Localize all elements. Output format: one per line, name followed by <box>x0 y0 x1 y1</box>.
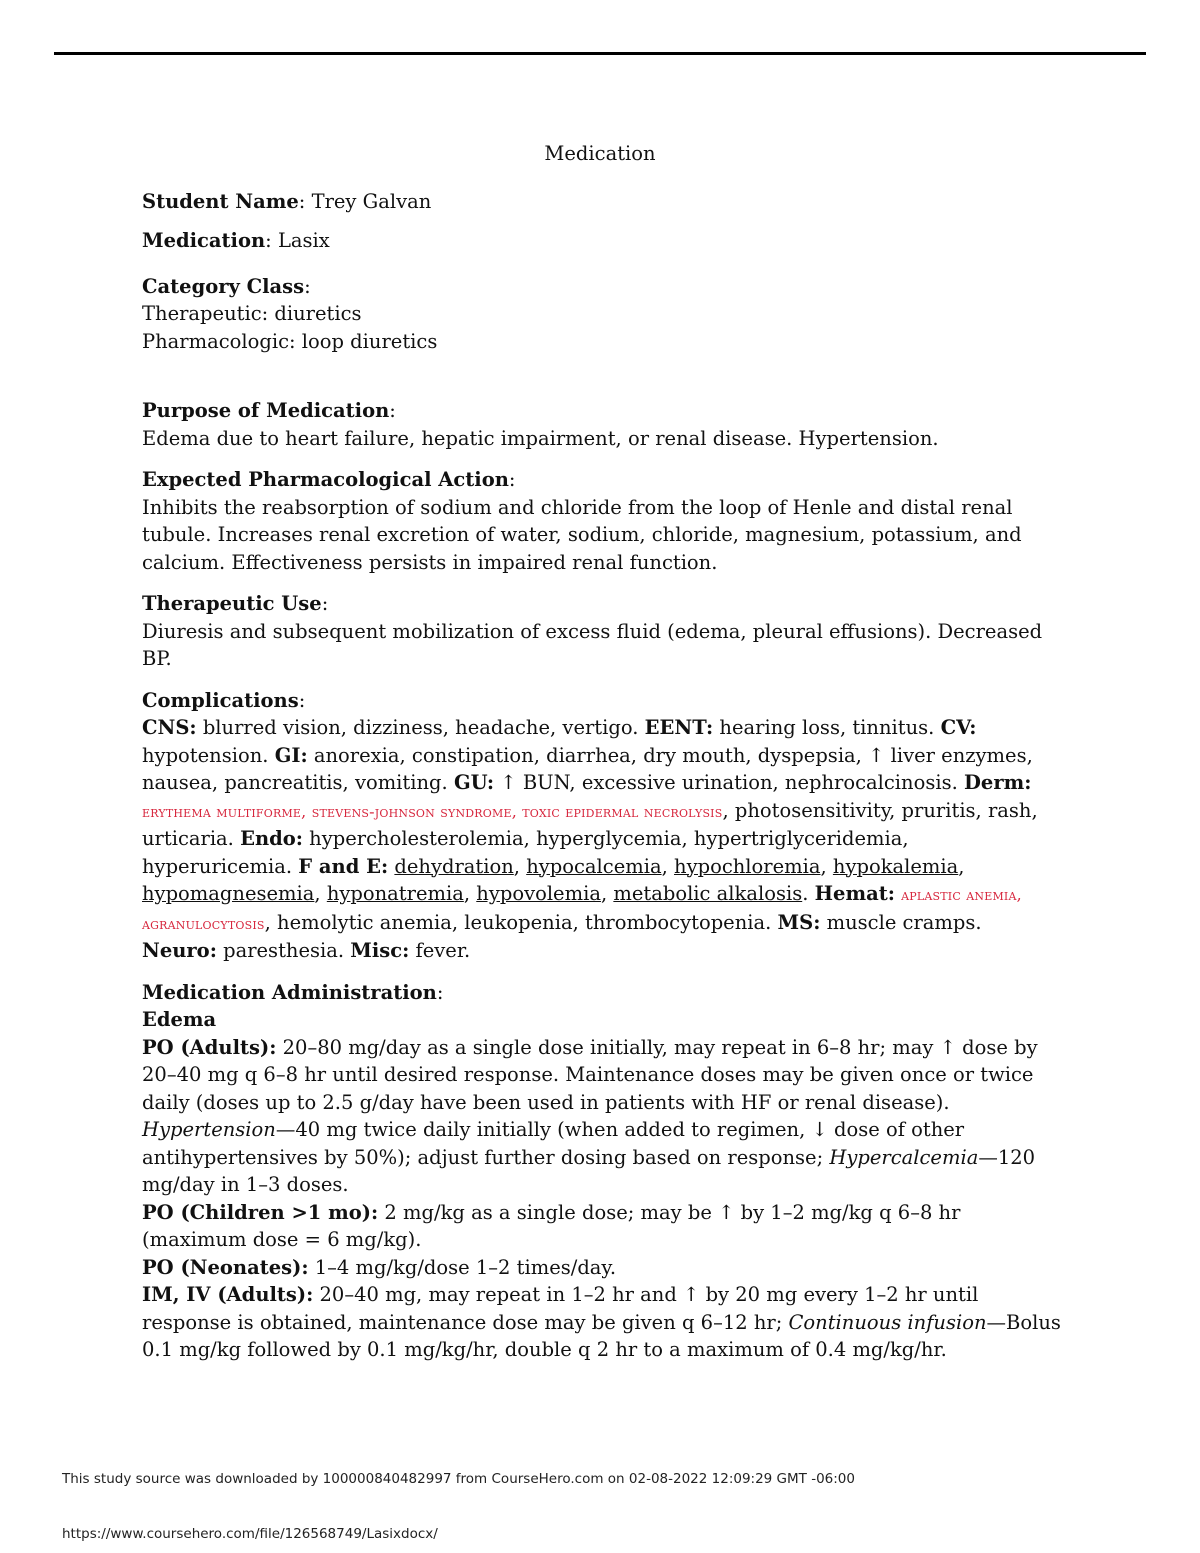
download-notice: This study source was downloaded by 100000840482997 from CourseHero.com on 02-08-2022 12:09:29 GMT -06:00 <box>62 1471 855 1487</box>
hypertension-text: —40 mg twice daily initially (when added to regimen, ↓ dose of other antihypertensives by 50%); adjust further dosing based on response; <box>142 1118 965 1169</box>
po-adults-label: PO (Adults): <box>142 1035 277 1059</box>
fe-item: hypochloremia <box>674 854 821 878</box>
medication-value: Lasix <box>277 229 330 252</box>
eent-label: EENT: <box>644 716 714 739</box>
endo-label: Endo: <box>240 827 303 850</box>
im-iv-label: IM, IV (Adults): <box>142 1283 314 1306</box>
ms-label: MS: <box>777 910 821 934</box>
administration-subheading: Edema <box>142 1008 217 1031</box>
im-iv-text: 20–40 mg, may repeat in 1–2 hr and ↑ by 20 mg every 1–2 hr until response is obtained, maintenance dose may be given q 6–12 hr; <box>142 1283 979 1334</box>
complications-text: CNS: blurred vision, dizziness, headache, vertigo. EENT: hearing loss, tinnitus. CV: hypotension. GI: anorexia, constipation, diarrhea, dry mouth, dyspepsia, ↑ liver enzymes, nausea, pancreatitis, vomiting. GU: ↑ BUN, excessive urination, nephrocalcinosis. Derm: erythema multiforme, stevens-johnson syndrome, toxic epidermal necrolysis, photosensitivity, pruritis, rash, urticaria. Endo: hypercholesterolemia, hyperglycemia, hypertriglyceridemia, hyperuricemia. F and E: dehydration, hypocalcemia, hypochloremia, hypokalemia, hypomagnesemia, hyponatremia, hypovolemia, metabolic alkalosis. Hemat: aplastic anemia, agranulocytosis, hemolytic anemia, leukopenia, thrombocytopenia. MS: muscle cramps. Neuro: paresthesia. Misc: fever. <box>142 716 1038 962</box>
derm-critical-text: erythema multiforme, stevens-johnson syndrome, toxic epidermal necrolysis <box>142 801 723 821</box>
hypercalcemia-text: —120 mg/day in 1–3 doses. <box>142 1145 1036 1196</box>
medication-field: Medication: Lasix <box>142 229 330 252</box>
fe-item: hypocalcemia <box>526 854 662 878</box>
action-field: Expected Pharmacological Action: Inhibits the reabsorption of sodium and chloride from the loop of Henle and distal renal tubule. Increases renal excretion of water, sodium, chloride, magnesium, potassium, and calcium. Effectiveness persists in impaired renal function. <box>142 466 1062 576</box>
purpose-text: Edema due to heart failure, hepatic impairment, or renal disease. Hypertension. <box>142 426 939 450</box>
complications-label: Complications <box>142 688 299 712</box>
administration-field: Medication Administration: Edema PO (Adults): 20–80 mg/day as a single dose initially, may repeat in 6–8 hr; may ↑ dose by 20–40 mg q 6–8 hr until desired response. Maintenance doses may be given once or twice daily (doses up to 2.5 g/day have been used in patients with HF or renal disease). Hypertension—40 mg twice daily initially (when added to regimen, ↓ dose of other antihypertensives by 50%); adjust further dosing based on response; Hypercalcemia—120 mg/day in 1–3 doses. PO (Children >1 mo): 2 mg/kg as a single dose; may be ↑ by 1–2 mg/kg q 6–8 hr (maximum dose = 6 mg/kg). PO (Neonates): 1–4 mg/kg/dose 1–2 times/day. IM, IV (Adults): 20–40 mg, may repeat in 1–2 hr and ↑ by 20 mg every 1–2 hr until response is obtained, maintenance dose may be given q 6–12 hr; Continuous infusion—Bolus 0.1 mg/kg followed by 0.1 mg/kg/hr, double q 2 hr to a maximum of 0.4 mg/kg/hr. <box>142 979 1062 1364</box>
cv-text: hypotension. <box>142 743 275 767</box>
ms-text: muscle cramps. <box>820 910 982 934</box>
hypertension-label: Hypertension <box>142 1118 276 1141</box>
gu-text: ↑ BUN, excessive urination, nephrocalcinosis. <box>494 771 964 794</box>
po-children-dosing <box>142 1199 1062 1254</box>
fe-item: hypovolemia <box>476 882 601 905</box>
page-title: Medication <box>544 142 656 165</box>
complications-field: Complications: CNS: blurred vision, dizziness, headache, vertigo. EENT: hearing loss, tinnitus. CV: hypotension. GI: anorexia, constipation, diarrhea, dry mouth, dyspepsia, ↑ liver enzymes, nausea, pancreatitis, vomiting. GU: ↑ BUN, excessive urination, nephrocalcinosis. Derm: erythema multiforme, stevens-johnson syndrome, toxic epidermal necrolysis, photosensitivity, pruritis, rash, urticaria. Endo: hypercholesterolemia, hyperglycemia, hypertriglyceridemia, hyperuricemia. F and E: dehydration, hypocalcemia, hypochloremia, hypokalemia, hypomagnesemia, hyponatremia, hypovolemia, metabolic alkalosis. Hemat: aplastic anemia, agranulocytosis, hemolytic anemia, leukopenia, thrombocytopenia. MS: muscle cramps. Neuro: paresthesia. Misc: fever. <box>142 687 1062 965</box>
category-label: Category Class <box>142 274 305 298</box>
po-children-text: 2 mg/kg as a single dose; may be ↑ by 1–2 mg/kg q 6–8 hr (maximum dose = 6 mg/kg). <box>142 1200 961 1251</box>
student-name-label: Student Name <box>142 189 299 213</box>
neuro-text: paresthesia. <box>216 939 351 962</box>
fe-item: dehydration <box>394 854 514 878</box>
category-pharmacologic: Pharmacologic: loop diuretics <box>142 329 438 353</box>
misc-text: fever. <box>409 939 471 962</box>
gi-label: GI: <box>274 743 308 767</box>
therapeutic-use-label: Therapeutic Use <box>142 592 322 615</box>
po-neonates-dosing <box>142 1254 1062 1282</box>
po-neonates-text: 1–4 mg/kg/dose 1–2 times/day. <box>308 1255 617 1279</box>
student-name-field: Student Name: Trey Galvan <box>142 189 432 213</box>
gu-label: GU: <box>453 771 495 794</box>
document-body <box>142 140 1062 1376</box>
cns-text: blurred vision, dizziness, headache, vertigo. <box>196 716 645 739</box>
derm-label: Derm: <box>964 771 1032 794</box>
administration-label: Medication Administration <box>142 980 437 1004</box>
neuro-label: Neuro: <box>142 939 217 962</box>
im-iv-dosing <box>142 1281 1062 1364</box>
hemat-label: Hemat: <box>814 882 895 905</box>
top-rule <box>54 52 1146 55</box>
misc-label: Misc: <box>350 939 410 962</box>
fe-item: hypomagnesemia <box>142 882 315 905</box>
fe-item: hypokalemia <box>832 854 959 878</box>
action-text: Inhibits the reabsorption of sodium and chloride from the loop of Henle and distal renal tubule. Increases renal excretion of water, sodium, chloride, magnesium, potassium, and calcium. Effectiveness persists in impaired renal function. <box>142 495 1022 574</box>
purpose-field: Purpose of Medication: Edema due to heart failure, hepatic impairment, or renal disease. Hypertension. <box>142 397 1062 452</box>
po-neonates-label: PO (Neonates): <box>142 1255 309 1279</box>
po-adults-dosing <box>142 1034 1062 1199</box>
po-adults-text: 20–80 mg/day as a single dose initially, may repeat in 6–8 hr; may ↑ dose by 20–40 mg q 6–8 hr until desired response. Maintenance doses may be given once or twice daily (doses up to 2.5 g/day have been used in patients with HF or renal disease). <box>142 1035 1038 1114</box>
action-label: Expected Pharmacological Action <box>142 468 509 491</box>
eent-text: hearing loss, tinnitus. <box>713 716 941 739</box>
category-field: Category Class: Therapeutic: diuretics Pharmacologic: loop diuretics <box>142 273 1062 356</box>
cns-label: CNS: <box>142 716 197 739</box>
medication-label: Medication <box>142 229 266 252</box>
fe-item: metabolic alkalosis <box>613 882 803 905</box>
gi-text: anorexia, constipation, diarrhea, dry mouth, dyspepsia, ↑ liver enzymes, nausea, pancreatitis, vomiting. <box>142 743 1033 794</box>
category-therapeutic: Therapeutic: diuretics <box>142 302 362 325</box>
fe-item: hyponatremia <box>326 882 464 905</box>
continuous-infusion-text: —Bolus 0.1 mg/kg followed by 0.1 mg/kg/hr, double q 2 hr to a maximum of 0.4 mg/kg/hr. <box>142 1310 1061 1361</box>
po-children-label: PO (Children >1 mo): <box>142 1200 379 1224</box>
therapeutic-use-text: Diuresis and subsequent mobilization of excess fluid (edema, pleural effusions). Decreased BP. <box>142 619 1043 670</box>
purpose-label: Purpose of Medication <box>142 399 390 422</box>
student-name-value: Trey Galvan <box>311 189 432 213</box>
hemat-text: , hemolytic anemia, leukopenia, thrombocytopenia. <box>264 910 778 934</box>
fe-label: F and E: <box>298 854 389 878</box>
hypercalcemia-label: Hypercalcemia <box>829 1145 979 1169</box>
source-url[interactable]: https://www.coursehero.com/file/126568749/Lasixdocx/ <box>62 1526 438 1542</box>
derm-text: , photosensitivity, pruritis, rash, urticaria. <box>142 798 1038 850</box>
therapeutic-use-field: Therapeutic Use: Diuresis and subsequent mobilization of excess fluid (edema, pleural effusions). Decreased BP. <box>142 590 1062 673</box>
endo-text: hypercholesterolemia, hyperglycemia, hypertriglyceridemia, hyperuricemia. <box>142 827 909 878</box>
cv-label: CV: <box>940 716 977 739</box>
continuous-infusion-label: Continuous infusion <box>788 1310 987 1334</box>
hemat-critical-text: aplastic anemia, agranulocytosis <box>142 885 1022 933</box>
